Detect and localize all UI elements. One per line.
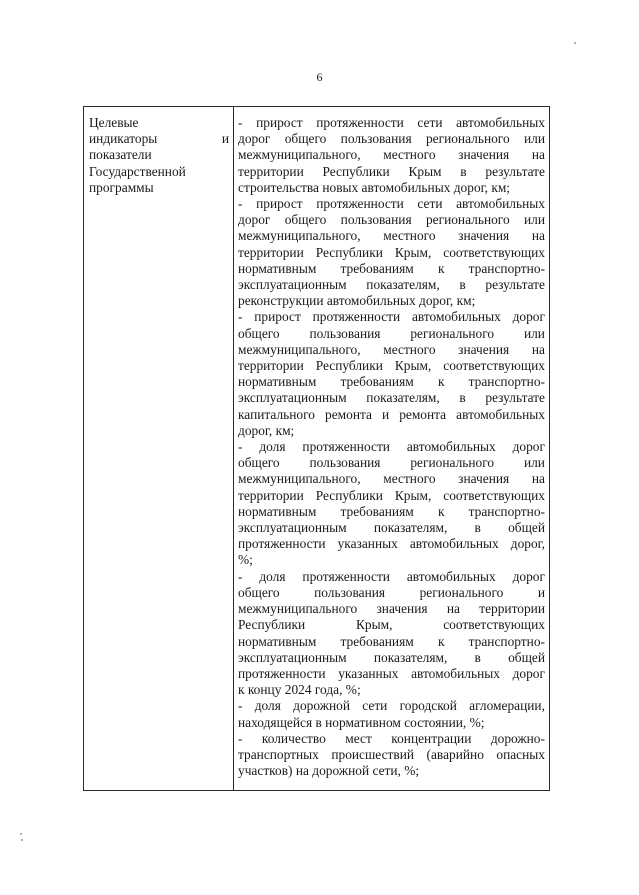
indicator-line: межмуниципального, местного значения на (238, 471, 545, 487)
indicator-line: межмуниципального, местного значения на (238, 147, 545, 163)
indicator-line: территории Республики Крым, соответствующих (238, 358, 545, 374)
indicator-line: - прирост протяженности автомобильных дорог (238, 309, 545, 325)
indicator-line: протяженности указанных автомобильных дорог (238, 665, 545, 681)
indicator-line: дорог, км; (238, 422, 295, 438)
indicator-line: межмуниципального значения на территории (238, 601, 545, 617)
table-heading-cell (89, 115, 229, 196)
indicator-line: нормативным требованиям к транспортно- (238, 503, 545, 519)
indicator-line: транспортных происшествий (аварийно опасных (238, 746, 545, 762)
indicator-line: дорог общего пользования регионального или (238, 212, 545, 228)
indicator-item (238, 439, 545, 569)
indicator-line: эксплуатационным показателям, в общей (238, 520, 545, 536)
indicator-line: межмуниципального, местного значения на (238, 228, 545, 244)
heading-line: индикаторы и (89, 131, 229, 147)
indicator-line: эксплуатационным показателям, в результате (238, 390, 545, 406)
indicator-line: протяженности указанных автомобильных дорог, (238, 536, 545, 552)
indicator-line: к концу 2024 года, %; (238, 682, 361, 698)
heading-line: Государственной (89, 163, 186, 179)
indicator-line: нормативным требованиям к транспортно- (238, 374, 545, 390)
indicator-line: - доля протяженности автомобильных дорог (238, 439, 545, 455)
indicator-line: участков) на дорожной сети, %; (238, 763, 420, 779)
indicator-line: нормативным требованиям к транспортно- (238, 633, 545, 649)
indicator-line: - количество мест концентрации дорожно- (238, 730, 545, 746)
indicator-line: Республики Крым, соответствующих (238, 617, 545, 633)
column-divider (233, 107, 234, 790)
indicator-line: - прирост протяженности сети автомобильных (238, 115, 545, 130)
indicator-item (238, 569, 545, 699)
indicator-line: территории Республики Крым в результате (238, 163, 545, 179)
indicator-line: территории Республики Крым, соответствующих (238, 244, 545, 260)
indicator-line: %; (238, 552, 253, 568)
indicator-line: - прирост протяженности сети автомобильных (238, 196, 545, 212)
indicator-line: территории Республики Крым, соответствующих (238, 487, 545, 503)
indicator-line: - доля дорожной сети городской агломерации, (238, 698, 545, 714)
indicator-line: общего пользования регионального или (238, 325, 545, 341)
scan-speck (20, 833, 22, 835)
indicator-line: находящейся в нормативном состоянии, %; (238, 714, 485, 730)
indicator-item (238, 731, 545, 780)
indicator-line: эксплуатационным показателям, в общей (238, 649, 545, 665)
indicator-line: межмуниципального, местного значения на (238, 341, 545, 357)
scan-speck (21, 839, 23, 841)
heading-line: Целевые (89, 115, 139, 130)
indicator-item (238, 196, 545, 309)
indicators-table (83, 106, 550, 791)
page-number: 6 (316, 70, 323, 84)
indicator-line: общего пользования регионального и (238, 584, 545, 600)
indicator-line: - доля протяженности автомобильных дорог (238, 568, 545, 584)
indicator-item (238, 698, 545, 730)
indicator-line: дорог общего пользования регионального или (238, 131, 545, 147)
indicator-line: капитального ремонта и ремонта автомобильных (238, 406, 545, 422)
indicator-line: эксплуатационным показателям, в результате (238, 277, 545, 293)
indicator-item (238, 115, 545, 196)
heading-line: программы (89, 179, 154, 195)
indicator-line: нормативным требованиям к транспортно- (238, 260, 545, 276)
heading-line: показатели (89, 147, 152, 163)
indicator-line: общего пользования регионального или (238, 455, 545, 471)
indicator-line: реконструкции автомобильных дорог, км; (238, 293, 476, 309)
table-content-cell (238, 115, 545, 779)
scan-speck (574, 42, 576, 44)
indicator-item (238, 309, 545, 439)
indicator-line: строительства новых автомобильных дорог, км; (238, 179, 511, 195)
